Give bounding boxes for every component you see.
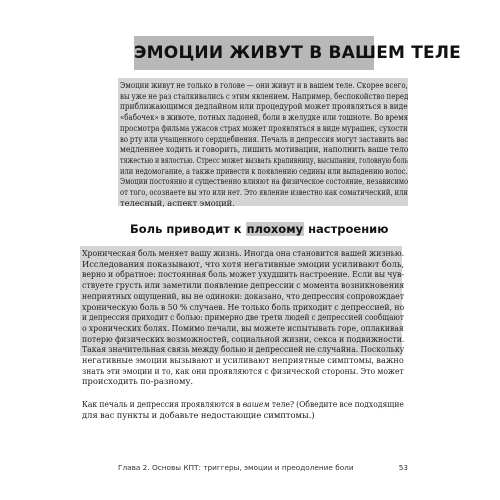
page-number: 53 [398,463,408,472]
text-line: Хроническая боль меняет вашу жизнь. Иногда она становится вашей жизнью. [82,248,405,258]
section-title-emotions-in-body: ЭМОЦИИ ЖИВУТ В ВАШЕМ ТЕЛЕ [134,36,374,70]
text-line: от того, осознаете вы это или нет. Это явление известно как соматический, или [120,187,408,198]
text-line: во рту или учащенного сердцебиения. Печаль и депрессия могут заставить вас [120,133,409,144]
chapter-title: Глава 2. Основы КПТ: триггеры, эмоции и преодоление боли [118,463,354,472]
question-emphasis: вашем [242,399,270,409]
text-line: потерю физических возможностей, социальной жизни, секса и подвижности. [82,333,405,344]
text-line: ствуете грусть или заметили появление депрессии с момента возникновения [82,280,405,291]
section1-paragraph [120,80,408,208]
question-text: Как печаль и депрессия проявляются в [82,399,243,409]
text-line: хроническую боль в 50 % случаев. Не только боль приходит с депрессией, но [82,301,405,312]
text-line: для вас пункты и добавьте недостающие симптомы.) [82,409,315,420]
text-line: негативные эмоции вызывают и усиливают неприятные симптомы, важно [82,355,404,366]
title-part: Боль приводит к [130,222,246,236]
text-line: происходить по-разному. [82,376,194,387]
title-part: настроению [304,222,389,236]
text-line: Эмоции постоянно и существенно влияют на физическое состояние, независимо [120,176,409,187]
text-line: Такая значительная связь между болью и депрессией не случайна. Поскольку [82,344,405,355]
text-line: верно и обратное: постоянная боль может ухудшить настроение. Если вы чув- [82,269,404,280]
section2-paragraph [82,248,404,387]
text-line: Исследования показывают, что хотя негативные эмоции усиливают боль, [82,258,405,269]
question-paragraph [82,399,404,420]
text-line: и депрессия приходит с болью: примерно две трети людей с депрессией сообщают [82,312,404,323]
section-title-pain-mood [130,220,389,238]
text-line: Эмоции живут не только в голове — они живут и в вашем теле. Скорее всего, [120,80,408,90]
text-line: неприятных ощущений, вы не одиноки: доказано, что депрессия сопровождает [82,290,405,301]
text-line: знать эти эмоции и то, как они проявляются с физической стороны. Это может [82,365,404,376]
text-line: вы уже не раз сталкивались с этим явлением. Например, беспокойство перед [120,90,409,101]
text-line: медленнее ходить и говорить, лишить мотивации, наполнить ваше тело [120,144,409,155]
title-highlight-word: плохому [246,222,304,236]
text-line: просмотра фильма ужасов страх может проявляться в виде мурашек, сухости [120,122,408,133]
text-line: телесный, аспект эмоций. [120,197,235,208]
text-line: о хронических болях. Помимо печали, вы можете испытывать горе, оплакивая [82,322,404,333]
question-text: теле? (Обведите все подходящие [269,399,404,409]
text-line: приближающимся дедлайном или процедурой может проявляться в виде [120,101,408,112]
text-line: «бабочек» в животе, потных ладоней, боли в желудке или тошноте. Во время [120,112,409,123]
text-line: тяжестью и вялостью. Стресс может вызвать крапивницу, высыпания, головную боль [120,154,409,165]
page-footer [118,462,408,474]
text-line [82,399,404,410]
text-line: или недомогание, а также привести к появлению седины или выпадению волос. [120,165,408,176]
